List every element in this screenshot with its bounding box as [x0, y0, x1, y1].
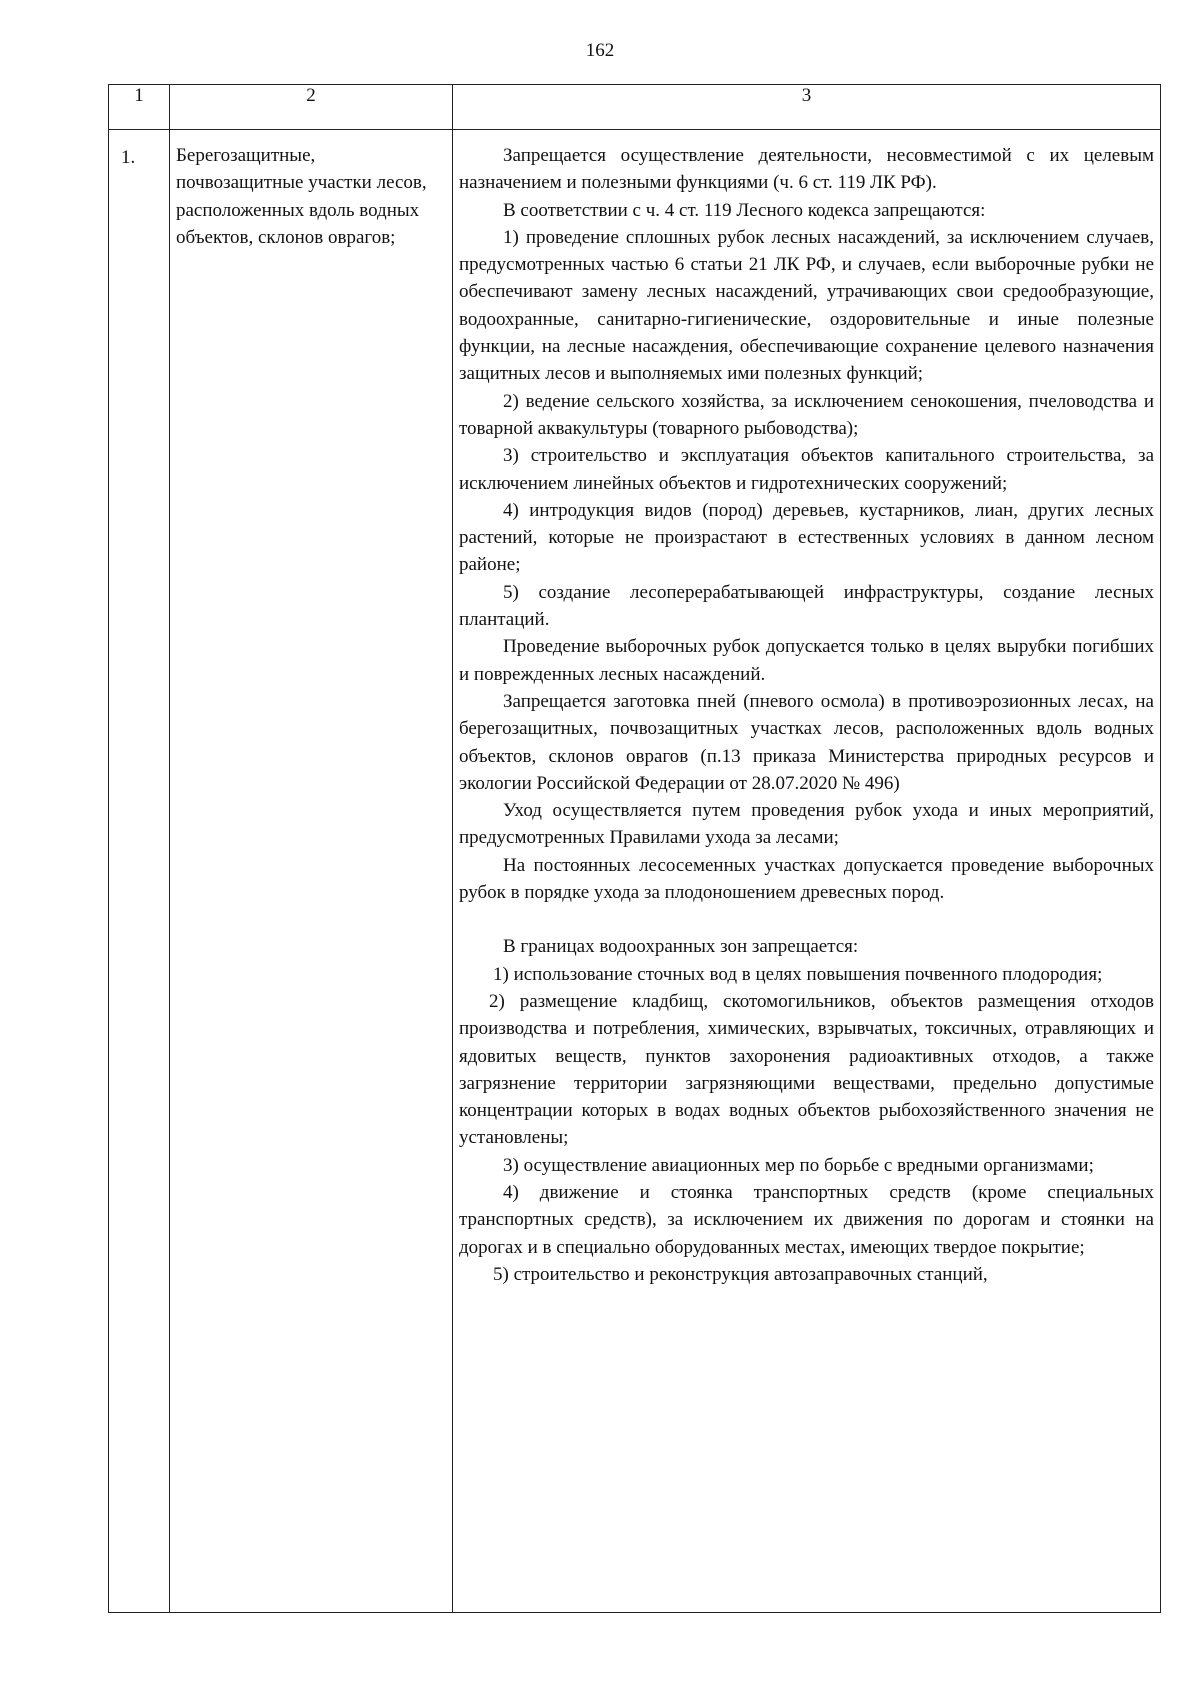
paragraph: В границах водоохранных зон запрещается: — [503, 936, 859, 958]
column-header-2: 2 — [170, 85, 453, 130]
paragraph: Уход осуществляется путем проведения рубок ухода и иных мероприятий, предусмотренных Правилами ухода за лесами; — [459, 800, 1154, 849]
document-table — [108, 84, 1161, 1613]
paragraph: 2) ведение сельского хозяйства, за исключением сенокошения, пчеловодства и товарной аквакультуры (товарного рыбоводства); — [459, 390, 1154, 439]
paragraph: 4) интродукция видов (пород) деревьев, кустарников, лиан, других лесных растений, которые не произрастают в естественных условиях в данном лесном районе; — [459, 499, 1154, 576]
paragraph: 1) использование сточных вод в целях повышения почвенного плодородия; — [493, 963, 1103, 985]
paragraph: В соответствии с ч. 4 ст. 119 Лесного кодекса запрещаются: — [503, 199, 986, 221]
column-header-3: 3 — [453, 85, 1161, 130]
paragraph: 5) создание лесоперерабатывающей инфраструктуры, создание лесных плантаций. — [459, 581, 1154, 631]
row-content — [453, 130, 1161, 1613]
paragraph: Запрещается осуществление деятельности, несовместимой с их целевым назначением и полезными функциями (ч. 6 ст. 119 ЛК РФ). — [459, 145, 1154, 194]
page-number: 162 — [585, 40, 615, 61]
row-subject: Берегозащитные, почвозащитные участки лесов, расположенных вдоль водных объектов, склонов оврагов; — [170, 130, 453, 1613]
paragraph: 2) размещение кладбищ, скотомогильников, объектов размещения отходов производства и потребления, химических, взрывчатых, токсичных, отравляющих и ядовитых веществ, пунктов захоронения радиоактивных отходов, а также загрязнение территории загрязняющими веществами, предельно допустимые концентрации которых в водах водных объектов рыбохозяйственного значения не установлены; — [459, 990, 1154, 1149]
paragraph: 4) движение и стоянка транспортных средств (кроме специальных транспортных средств), за исключением их движения по дорогам и стоянки на дорогах и в специально оборудованных местах, имеющих твердое покрытие; — [459, 1181, 1154, 1258]
paragraph: 1) проведение сплошных рубок лесных насаждений, за исключением случаев, предусмотренных частью 6 статьи 21 ЛК РФ, и случаев, если выборочные рубки не обеспечивают замену лесных насаждений, утрачивающих свои средообразующие, водоохранные, санитарно-гигиенические, оздоровительные и иные полезные функции, на лесные насаждения, обеспечивающие сохранение целевого назначения защитных лесов и выполняемых ими полезных функций; — [459, 226, 1154, 385]
paragraph: Запрещается заготовка пней (пневого осмола) в противоэрозионных лесах, на берегозащитных, почвозащитных участках лесов, расположенных вдоль водных объектов, склонов оврагов (п.13 приказа Министерства природных ресурсов и экологии Российской Федерации от 28.07.2020 № 496) — [459, 690, 1154, 794]
table-header-row — [109, 85, 1161, 130]
paragraph: На постоянных лесосеменных участках допускается проведение выборочных рубок в порядке ухода за плодоношением древесных пород. — [459, 854, 1154, 904]
column-header-1: 1 — [109, 85, 170, 130]
paragraph: 3) строительство и эксплуатация объектов капитального строительства, за исключением линейных объектов и гидротехнических сооружений; — [459, 445, 1154, 494]
table-row — [109, 130, 1161, 1613]
paragraph: Проведение выборочных рубок допускается только в целях вырубки погибших и поврежденных лесных насаждений. — [459, 636, 1154, 685]
paragraph: 5) строительство и реконструкция автозаправочных станций, — [493, 1263, 988, 1285]
row-number: 1. — [109, 130, 170, 1613]
paragraph: 3) осуществление авиационных мер по борьбе с вредными организмами; — [503, 1154, 1094, 1176]
